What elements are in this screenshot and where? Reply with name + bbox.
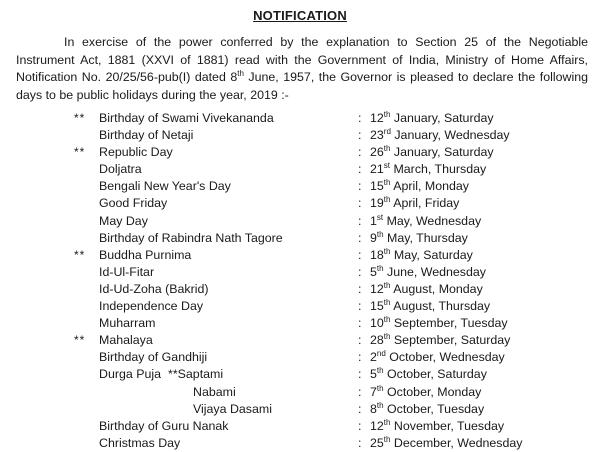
holiday-row — [0, 213, 600, 230]
holiday-date: 9th May, Thursday — [370, 229, 468, 245]
holiday-mark: ** — [74, 145, 86, 160]
intro-superscript: th — [237, 69, 244, 79]
intro-text-part1: In exercise of the power conferred by the explanation to Section 25 of the Negotiable Instrument Act, 1881 (XXVI of 1881) read with the Government of India, Ministry of Home Affairs, Notification No. 20/25/56-pub(I) dated 8 — [16, 35, 588, 85]
holiday-subname: Vijaya Dasami — [193, 401, 272, 416]
separator: : — [358, 316, 362, 331]
holiday-name: Good Friday — [99, 196, 168, 211]
separator: : — [358, 435, 362, 450]
separator: : — [358, 196, 362, 211]
holiday-row — [0, 281, 600, 298]
holiday-date: 8th October, Tuesday — [370, 400, 485, 416]
holiday-row — [0, 332, 600, 349]
holiday-row — [0, 247, 600, 264]
holiday-name: Birthday of Rabindra Nath Tagore — [99, 230, 283, 245]
holiday-name: Independence Day — [99, 299, 204, 314]
intro-paragraph — [16, 34, 588, 104]
holiday-row — [0, 161, 600, 178]
holiday-name: Christmas Day — [99, 435, 181, 450]
holiday-row — [0, 401, 600, 418]
holiday-name: Birthday of Swami Vivekananda — [99, 111, 274, 125]
holiday-name: Mahalaya — [99, 333, 153, 348]
separator: : — [358, 128, 362, 143]
separator: : — [358, 247, 362, 262]
holiday-date: 5th October, Saturday — [370, 366, 487, 382]
holiday-row — [0, 315, 600, 332]
holiday-row — [0, 366, 600, 383]
holiday-date: 19th April, Friday — [370, 195, 460, 211]
separator: : — [358, 145, 362, 160]
intro-text-part2: June, 1957, the Governor is pleased to declare the following days to be public holidays during the year, 2019 :- — [16, 70, 588, 102]
holiday-date: 5th June, Wednesday — [370, 263, 486, 279]
holiday-row — [0, 418, 600, 435]
separator: : — [358, 418, 362, 433]
holiday-row — [0, 195, 600, 212]
holiday-date: 2nd October, Wednesday — [370, 349, 505, 365]
holiday-row — [0, 264, 600, 281]
holiday-name: Buddha Purnima — [99, 247, 192, 262]
separator: : — [358, 213, 362, 228]
holiday-date: 7th October, Monday — [370, 383, 482, 399]
holiday-row — [0, 230, 600, 247]
page-title: NOTIFICATION — [253, 8, 347, 23]
separator: : — [358, 111, 362, 125]
separator: : — [358, 299, 362, 314]
holiday-date: 23rd January, Wednesday — [370, 127, 510, 143]
holiday-name: Doljatra — [99, 162, 142, 177]
holiday-row — [0, 144, 600, 161]
holiday-date: 12th January, Saturday — [370, 110, 494, 125]
holiday-name: Birthday of Guru Nanak — [99, 418, 229, 433]
holiday-date: 15th August, Thursday — [370, 298, 491, 314]
holiday-date: 12th November, Tuesday — [370, 417, 505, 433]
holiday-date: 12th August, Monday — [370, 280, 483, 296]
holiday-name: Id-Ul-Fitar — [99, 264, 155, 279]
holiday-date: 18th May, Saturday — [370, 246, 473, 262]
holiday-date: 21st March, Thursday — [370, 161, 487, 177]
separator: : — [358, 264, 362, 279]
holiday-date: 10th September, Tuesday — [370, 315, 508, 331]
holiday-name: Birthday of Netaji — [99, 128, 194, 143]
separator: : — [358, 367, 362, 382]
holiday-row — [0, 127, 600, 144]
holiday-name: Muharram — [99, 316, 156, 331]
holiday-row — [0, 178, 600, 195]
separator: : — [358, 281, 362, 296]
holiday-row — [0, 349, 600, 366]
holiday-subname: Nabami — [193, 384, 236, 399]
holiday-row — [0, 298, 600, 315]
holiday-mark: ** — [74, 111, 86, 125]
separator: : — [358, 333, 362, 348]
holiday-name: Republic Day — [99, 145, 173, 160]
holiday-row — [0, 435, 600, 452]
holiday-name: Bengali New Year's Day — [99, 179, 231, 194]
separator: : — [358, 350, 362, 365]
holiday-list — [0, 110, 600, 452]
holiday-date: 15th April, Monday — [370, 178, 469, 194]
holiday-name: Durga Puja — [99, 367, 161, 382]
holiday-name: May Day — [99, 213, 148, 228]
holiday-name: Id-Ud-Zoha (Bakrid) — [99, 281, 209, 296]
separator: : — [358, 230, 362, 245]
separator: : — [358, 401, 362, 416]
holiday-mark: ** — [74, 247, 86, 262]
separator: : — [358, 179, 362, 194]
holiday-date: 25th December, Wednesday — [370, 434, 523, 450]
separator: : — [358, 384, 362, 399]
holiday-date: 28th September, Saturday — [370, 332, 511, 348]
separator: : — [358, 162, 362, 177]
holiday-date: 26th January, Saturday — [370, 144, 494, 160]
holiday-row — [0, 110, 600, 127]
holiday-mark: ** — [74, 333, 86, 348]
holiday-date: 1st May, Wednesday — [370, 212, 482, 228]
holiday-name: Birthday of Gandhiji — [99, 350, 208, 365]
holiday-subname: **Saptami — [168, 367, 224, 382]
holiday-row — [0, 384, 600, 401]
